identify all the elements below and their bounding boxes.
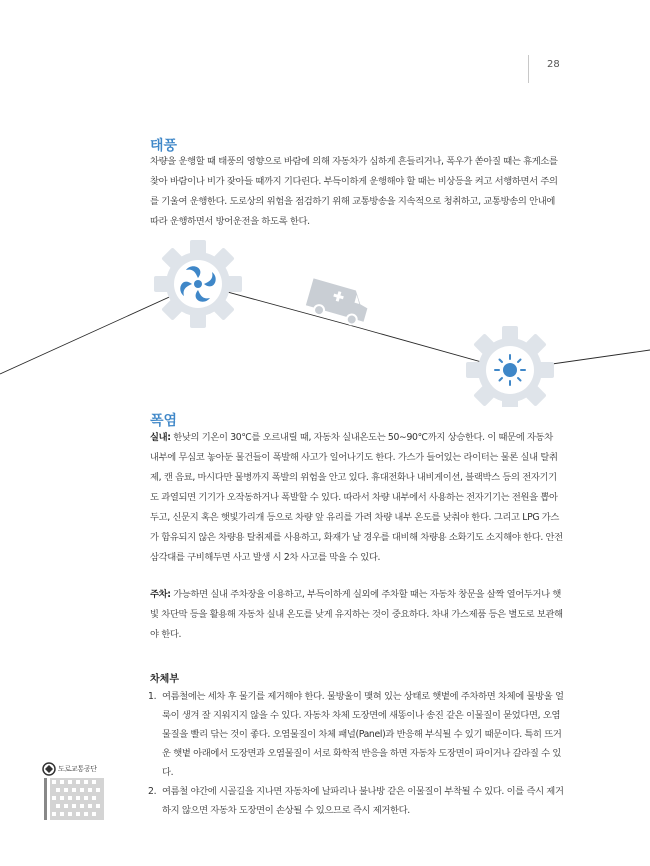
heatwave-parking-paragraph: [150, 585, 564, 645]
list-item-text: 여름철 야간에 시골길을 지나면 자동차에 날파리나 불나방 같은 이물질이 부착될 수 있다. 이를 즉시 제거하지 않으면 자동차 도장면이 손상될 수 있으므로 즉시 제거한다.: [162, 786, 564, 816]
body-list: [148, 687, 566, 820]
list-item-number: 1.: [148, 691, 157, 702]
section-title-body: 차체부: [150, 674, 179, 685]
parking-text: 가능하면 실내 주차장을 이용하고, 부득이하게 실외에 주차할 때는 자동차 창문을 살짝 열어두거나 햇빛 차단막 등을 활용해 자동차 실내 온도를 낮게 유지하는 것이 중요하다. 차내 가스제품 등은 별도로 보관해야 한다.: [150, 589, 563, 640]
typhoon-gear-icon: [154, 240, 242, 328]
indoor-label: 실내:: [150, 432, 171, 443]
list-item: [148, 782, 566, 820]
illustration: [0, 232, 650, 407]
section-title-heatwave: 폭염: [150, 413, 178, 429]
logo-name: 도로교통공단: [58, 765, 97, 773]
indoor-text: 한낮의 기온이 30℃를 오르내릴 때, 자동차 실내온도는 50∼90℃까지 상승한다. 이 때문에 자동차 내부에 무심코 놓아둔 물건들이 폭발해 사고가 일어나기도 한다. 가스가 들어있는 라이터는 물론 실내 탈취제, 캔 음료, 마시다만 물병까지 폭발의 위험을 안고 있다. 휴대전화나 내비게이션, 블랙박스 등의 전자기기도 과열되면 기기가 오작동하거나 폭발할 수 있다. 따라서 차량 내부에서 사용하는 전자기기는 전원을 뽑아두고, 신문지 혹은 햇빛가리개 등으로 차량 앞 유리를 가려 차량 내부 온도를 낮춰야 한다. 그리고 LPG 가스가 함유되지 않은 차량용 탈취제를 사용하고, 화재가 날 경우를 대비해 차량용 소화기도 소지해야 한다. 안전삼각대를 구비해두면 사고 발생 시 2차 사고를 막을 수 있다.: [150, 432, 563, 563]
heatwave-indoor-paragraph: [150, 428, 564, 568]
header-divider: [528, 55, 529, 83]
sun-gear-icon: [466, 326, 554, 407]
list-item-number: 2.: [148, 786, 157, 797]
page-number: 28: [547, 59, 560, 70]
list-item: [148, 687, 566, 782]
typhoon-paragraph: [150, 152, 564, 232]
section-title-typhoon: 태풍: [150, 138, 178, 154]
parking-label: 주차:: [150, 589, 171, 600]
list-item-text: 여름철에는 세차 후 물기를 제거해야 한다. 물방울이 맺혀 있는 상태로 햇볕에 주차하면 차체에 물방울 얼룩이 생겨 잘 지워지지 않을 수 있다. 자동차 차체 도장면에 새똥이나 송진 같은 이물질이 묻었다면, 오염물질을 빨리 닦는 것이 좋다. 오염물질이 차체 패널(Panel)과 반응해 부식될 수 있기 때문이다. 특히 뜨거운 햇볕 아래에서 도장면과 오염물질이 서로 화학적 반응을 하면 자동차 도장면이 파이거나 갈라질 수 있다.: [162, 691, 564, 778]
heatwave-parking: [150, 585, 564, 645]
typhoon-text: 차량을 운행할 때 태풍의 영향으로 바람에 의해 자동차가 심하게 흔들리거나, 폭우가 쏟아질 때는 휴게소를 찾아 바람이나 비가 잦아들 때까지 기다린다. 부득이하게 운행해야 할 때는 비상등을 켜고 서행하면서 주의를 기울여 운행한다. 도로상의 위험을 점검하기 위해 교통방송을 지속적으로 청취하고, 교통방송의 안내에 따라 운행하면서 방어운전을 하도록 한다.: [150, 156, 558, 227]
heatwave-indoor: [150, 428, 564, 568]
ambulance-icon: [304, 278, 371, 328]
